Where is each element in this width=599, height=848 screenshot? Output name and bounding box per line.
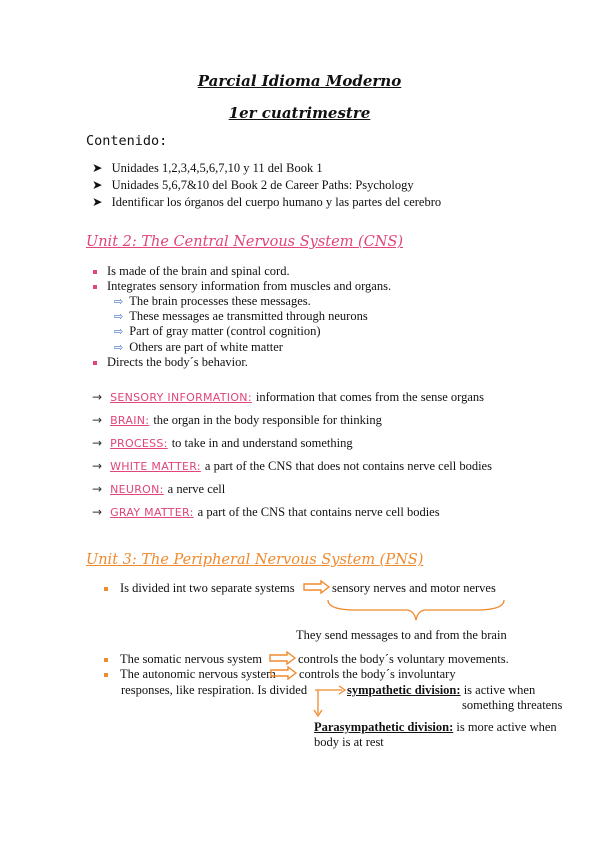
- right-arrow-icon: →: [92, 482, 103, 496]
- glossary-entry: → WHITE MATTER: a part of the CNS that does not contains nerve cell bodies: [92, 459, 492, 473]
- document-title: Parcial Idioma Moderno: [197, 72, 402, 90]
- unit3-b1-right: sensory nerves and motor nerves: [332, 581, 496, 595]
- glossary-entry: → PROCESS: to take in and understand something: [92, 436, 353, 450]
- unit3-bullet: The autonomic nervous system: [104, 667, 276, 682]
- right-arrow-icon: →: [92, 459, 103, 473]
- right-arrow-icon: →: [92, 413, 103, 427]
- contenido-item: ➤ Unidades 1,2,3,4,5,6,7,10 y 11 del Book 1: [92, 161, 323, 175]
- right-arrow-icon: →: [92, 390, 103, 404]
- parasympathetic-def-line2: body is at rest: [314, 735, 384, 749]
- square-bullet-icon: [104, 587, 108, 591]
- arrowhead-bullet-icon: ➤: [92, 178, 103, 192]
- square-bullet-icon: [93, 361, 97, 365]
- unit2-title: Unit 2: The Central Nervous System (CNS): [86, 234, 404, 250]
- unit3-bullet: The somatic nervous system: [104, 652, 262, 667]
- orange-arrow-icon: [269, 651, 297, 665]
- glossary-entry: → NEURON: a nerve cell: [92, 482, 226, 496]
- sympathetic-entry: sympathetic division: is active when: [347, 683, 536, 697]
- right-arrow-icon: →: [92, 436, 103, 450]
- parasympathetic-entry: Parasympathetic division: is more active when: [314, 720, 557, 734]
- square-bullet-icon: [93, 285, 97, 289]
- unit3-title: Unit 3: The Peripheral Nervous System (PNS): [86, 552, 424, 568]
- document-subtitle: 1er cuatrimestre: [228, 104, 371, 122]
- square-bullet-icon: [104, 673, 108, 677]
- sympathetic-def-line2: something threatens: [462, 698, 563, 712]
- unit2-subbullet: ⇨ Part of gray matter (control cognition): [114, 324, 321, 338]
- unit2-bullet: Directs the body´s behavior.: [93, 355, 248, 370]
- blue-arrow-icon: ⇨: [114, 342, 124, 354]
- unit2-subbullet: ⇨ Others are part of white matter: [114, 340, 283, 354]
- contenido-label: Contenido:: [86, 133, 168, 149]
- unit3-bullet: Is divided int two separate systems: [104, 581, 295, 596]
- unit3-b3-right: controls the body´s involuntary: [299, 667, 456, 681]
- unit2-bullet: Is made of the brain and spinal cord.: [93, 264, 290, 279]
- arrowhead-bullet-icon: ➤: [92, 195, 103, 209]
- contenido-item: ➤ Unidades 5,6,7&10 del Book 2 de Career Paths: Psychology: [92, 178, 414, 192]
- arrowhead-bullet-icon: ➤: [92, 161, 103, 175]
- square-bullet-icon: [104, 658, 108, 662]
- unit2-bullet: Integrates sensory information from muscles and organs.: [93, 279, 391, 294]
- curly-brace-icon: [326, 598, 506, 624]
- unit3-b2-right: controls the body´s voluntary movements.: [298, 652, 509, 666]
- glossary-entry: → GRAY MATTER: a part of the CNS that contains nerve cell bodies: [92, 505, 440, 519]
- blue-arrow-icon: ⇨: [114, 311, 124, 323]
- blue-arrow-icon: ⇨: [114, 296, 124, 308]
- orange-arrow-icon: [270, 666, 298, 680]
- square-bullet-icon: [93, 270, 97, 274]
- glossary-entry: → SENSORY INFORMATION: information that comes from the sense organs: [92, 390, 485, 404]
- unit2-subbullet: ⇨ The brain processes these messages.: [114, 294, 311, 308]
- unit3-b3-line2: responses, like respiration. Is divided: [121, 683, 308, 697]
- orange-arrow-icon: [303, 580, 331, 594]
- blue-arrow-icon: ⇨: [114, 326, 124, 338]
- right-arrow-icon: →: [92, 505, 103, 519]
- contenido-item: ➤ Identificar los órganos del cuerpo humano y las partes del cerebro: [92, 195, 442, 209]
- brace-note: They send messages to and from the brain: [296, 628, 507, 642]
- unit2-subbullet: ⇨ These messages ae transmitted through neurons: [114, 309, 368, 323]
- glossary-entry: → BRAIN: the organ in the body responsible for thinking: [92, 413, 382, 427]
- branch-arrows-icon: [312, 684, 352, 722]
